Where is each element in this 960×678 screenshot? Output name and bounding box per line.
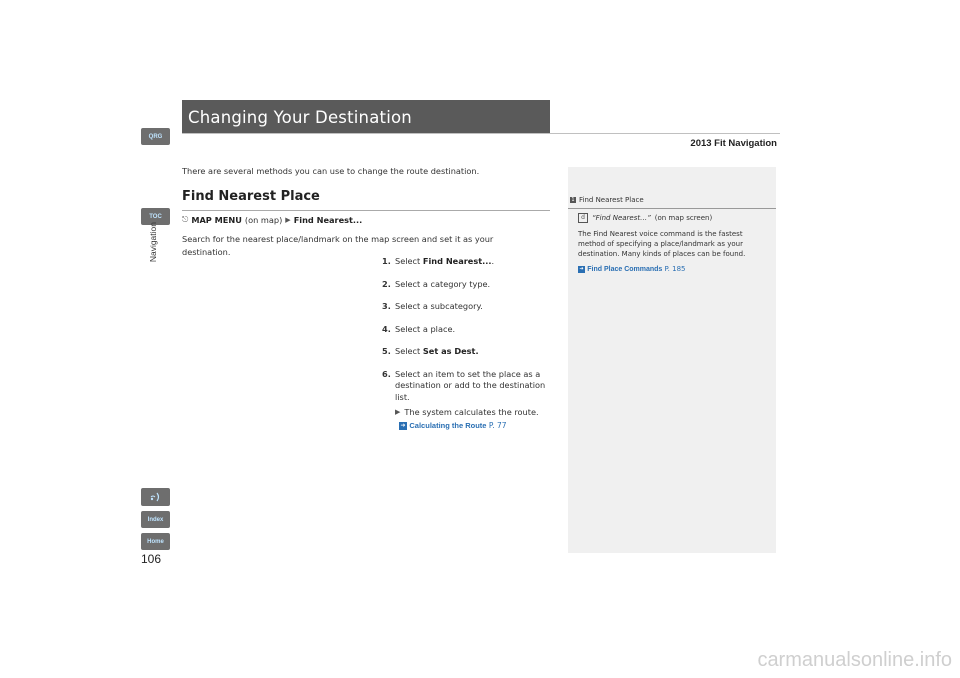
panel-cross-reference-link[interactable] xyxy=(578,265,686,273)
step-item: 4. Select a place. xyxy=(382,323,456,334)
panel-xref-page: P. 185 xyxy=(664,265,686,273)
section-title: Find Nearest Place xyxy=(182,189,320,204)
index-tab-label: Index xyxy=(147,516,164,523)
voice-command-text: “Find Nearest…” xyxy=(592,214,651,222)
menu-path xyxy=(182,215,362,225)
step-result xyxy=(395,407,552,419)
step-item: 3. Select a subcategory. xyxy=(382,301,483,311)
section-side-label: Navigation xyxy=(148,222,158,263)
voice-command-icon xyxy=(149,491,163,503)
page-title: Changing Your Destination xyxy=(188,108,412,127)
voice-talk-icon: d xyxy=(578,213,588,223)
intro-text: There are several methods you can use to change the route destination. xyxy=(182,166,480,176)
page-number: 106 xyxy=(141,552,162,566)
home-tab-label: Home xyxy=(147,538,164,545)
panel-xref-label: Find Place Commands xyxy=(587,266,663,273)
qrg-tab-label: QRG xyxy=(148,133,163,140)
cross-reference-icon: ➜ xyxy=(400,421,406,429)
xref-page: P. 77 xyxy=(488,420,507,430)
side-note-divider xyxy=(568,208,776,209)
document-name: 2013 Fit Navigation xyxy=(690,138,777,149)
menu-path-menu: MAP MENU xyxy=(191,215,242,225)
section-description: Search for the nearest place/landmark on the map screen and set it as your destination. xyxy=(182,234,494,257)
voice-tab[interactable] xyxy=(141,488,170,506)
xref-label: Calculating the Route xyxy=(409,420,487,430)
voice-command-context: (on map screen) xyxy=(654,214,713,222)
section-divider xyxy=(182,210,550,211)
cross-reference-icon: ➜ xyxy=(579,265,584,272)
result-text: The system calculates the route. xyxy=(404,407,539,417)
step-item: 2. Select a category type. xyxy=(382,278,491,289)
watermark-text: carmanualsonline.info xyxy=(757,649,952,671)
side-note-heading: 1 Find Nearest Place xyxy=(571,196,644,204)
step-item: 5. Select Set as Dest. xyxy=(382,346,479,356)
header-divider xyxy=(182,133,780,134)
voice-command-line xyxy=(578,213,712,223)
note-marker-icon: 1 xyxy=(571,197,575,203)
menu-path-context: (on map) xyxy=(244,215,283,225)
step-item: 1. Select Find Nearest.... xyxy=(382,256,495,266)
menu-path-item: Find Nearest... xyxy=(293,215,363,225)
steps-list xyxy=(382,256,552,430)
step-item: 6. Select an item to set the place as a destination or add to the destination list. xyxy=(382,368,546,402)
side-note-panel xyxy=(568,167,776,553)
chevron-right-icon: ▶ xyxy=(285,216,291,224)
side-note-text: The Find Nearest voice command is the fastest method of specifying a place/landmark as your destination. Many kinds of places can be found. xyxy=(578,230,746,259)
menu-button-icon: ⎋ xyxy=(182,215,189,224)
result-arrow-icon: ▶ xyxy=(395,408,401,416)
qrg-tab[interactable] xyxy=(141,128,170,145)
home-tab[interactable] xyxy=(141,533,170,550)
cross-reference-link[interactable] xyxy=(399,421,552,430)
toc-tab-label: TOC xyxy=(149,213,162,220)
index-tab[interactable] xyxy=(141,511,170,528)
